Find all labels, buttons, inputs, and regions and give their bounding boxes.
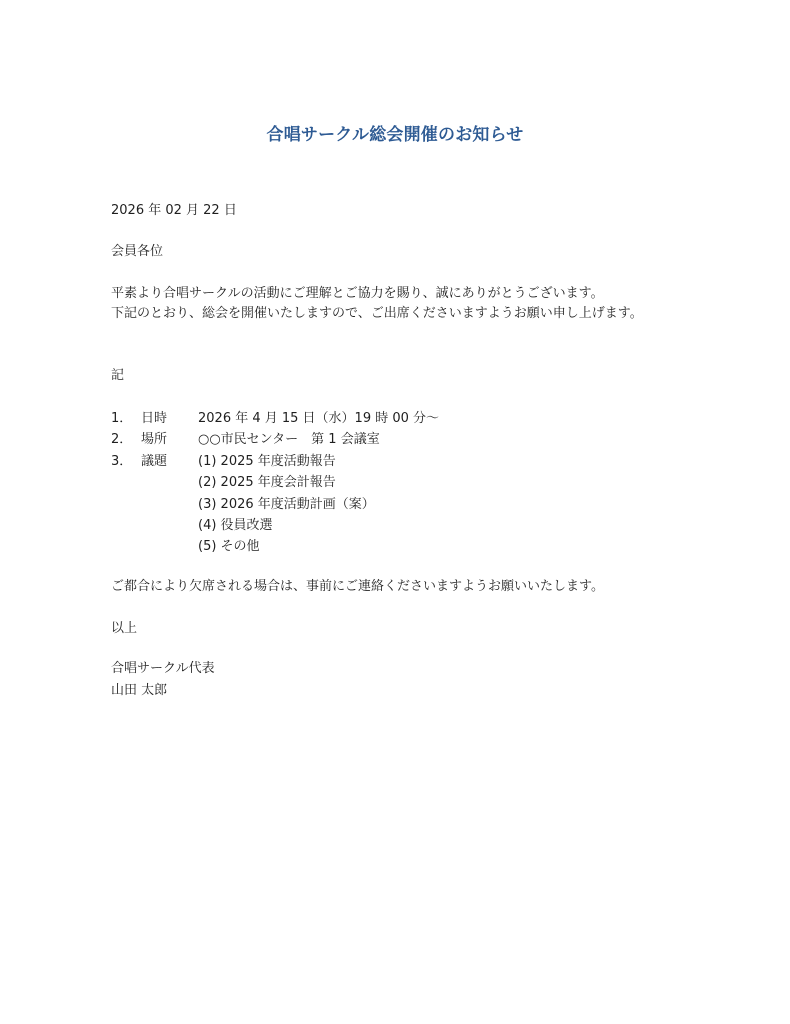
details-list [111, 408, 439, 558]
ijou-closing: 以上 [111, 621, 138, 636]
signature-name: 山田 太郎 [111, 683, 168, 698]
document-date: 2026 年 02 月 22 日 [111, 203, 237, 218]
item-number: 1． [111, 411, 133, 426]
item-number: 2． [111, 432, 133, 448]
item-label: 日時 [141, 411, 168, 426]
agenda-entry: (3) 2026 年度活動計画（案） [198, 496, 375, 512]
signature-organization: 合唱サークル代表 [111, 661, 215, 676]
agenda-entry: (5) その他 [198, 539, 260, 555]
agenda-entry: (2) 2025 年度会計報告 [198, 475, 336, 491]
closing-paragraph: ご都合により欠席される場合は、事前にご連絡くださいますようお願いいたします。 [111, 579, 604, 594]
item-value: 2026 年 4 月 15 日（水）19 時 00 分～ [198, 411, 440, 426]
item-label: 議題 [141, 453, 168, 469]
agenda-entry: (1) 2025 年度活動報告 [198, 453, 336, 469]
agenda-entry: (4) 役員改選 [198, 518, 273, 534]
detail-item-agenda [111, 451, 439, 472]
addressee: 会員各位 [111, 244, 164, 259]
detail-item-datetime [111, 408, 439, 429]
document-title: 合唱サークル総会開催のお知らせ [266, 125, 524, 145]
item-number: 3． [111, 453, 133, 469]
detail-item-location [111, 429, 439, 450]
item-label: 場所 [141, 432, 168, 448]
body-paragraphs [111, 284, 686, 324]
greeting-paragraph: 平素より合唱サークルの活動にご理解とご協力を賜り、誠にありがとうございます。 [111, 286, 604, 301]
request-paragraph: 下記のとおり、総会を開催いたしますので、ご出席くださいますようお願い申し上げます。 [111, 306, 643, 321]
ki-heading: 記 [111, 368, 125, 383]
item-value: ○○市民センター 第 1 会議室 [198, 432, 380, 448]
